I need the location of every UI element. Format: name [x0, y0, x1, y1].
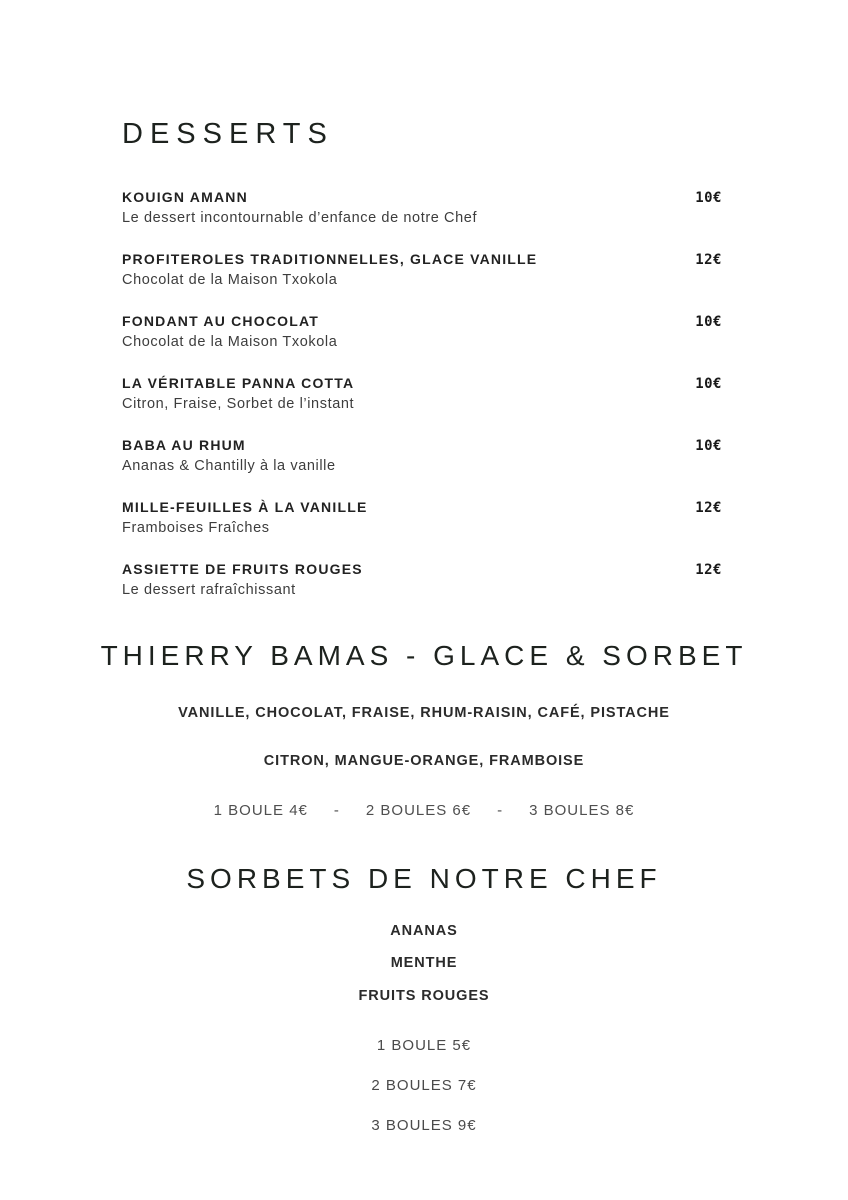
menu-item-price: 10€: [695, 438, 722, 454]
menu-item-description: Le dessert rafraîchissant: [122, 582, 296, 598]
menu-item: [122, 559, 722, 600]
menu-item-price: 12€: [695, 252, 722, 268]
menu-item-description: Framboises Fraîches: [122, 520, 270, 536]
menu-item: [122, 249, 722, 290]
scoop-price-separator: -: [333, 802, 340, 819]
scoop-price-separator: -: [497, 802, 504, 819]
menu-item-description: Chocolat de la Maison Txokola: [122, 334, 338, 350]
scoop-price: 1 BOULE 4€: [213, 802, 308, 819]
menu-item-row: [122, 497, 722, 518]
menu-item-description: Le dessert incontournable d’enfance de notre Chef: [122, 210, 478, 226]
menu-item-row: [122, 187, 722, 208]
menu-item-price: 10€: [695, 376, 722, 392]
menu-item-price: 12€: [695, 500, 722, 516]
menu-item-name: BABA AU RHUM: [122, 437, 246, 453]
sorbets-chef-section-title: SORBETS DE NOTRE CHEF: [186, 863, 662, 894]
desserts-section-title: DESSERTS: [122, 118, 334, 150]
chef-sorbet-flavor: FRUITS ROUGES: [358, 988, 490, 1004]
chef-sorbet-flavor: MENTHE: [390, 955, 458, 971]
menu-item-row: [122, 435, 722, 456]
menu-item-name: KOUIGN AMANN: [122, 189, 248, 205]
menu-item-row: [122, 373, 722, 394]
menu-item: [122, 311, 722, 352]
chef-sorbet-flavor: ANANAS: [390, 923, 458, 939]
menu-item-name: LA VÉRITABLE PANNA COTTA: [122, 375, 355, 391]
menu-item-name: MILLE-FEUILLES À LA VANILLE: [122, 499, 368, 515]
glace-flavors-line-2: CITRON, MANGUE-ORANGE, FRAMBOISE: [263, 753, 585, 769]
scoop-price: 2 BOULES 6€: [365, 802, 472, 819]
chef-sorbet-price: 1 BOULE 5€: [376, 1037, 472, 1054]
menu-item-price: 10€: [695, 314, 722, 330]
menu-item-description: Ananas & Chantilly à la vanille: [122, 458, 336, 474]
menu-item: [122, 497, 722, 538]
menu-item-price: 10€: [695, 190, 722, 206]
glace-flavors-line-1: VANILLE, CHOCOLAT, FRAISE, RHUM-RAISIN, CAFÉ, PISTACHE: [178, 705, 670, 721]
menu-item-name: FONDANT AU CHOCOLAT: [122, 313, 320, 329]
chef-sorbet-price: 3 BOULES 9€: [371, 1117, 477, 1134]
menu-item-name: ASSIETTE DE FRUITS ROUGES: [122, 561, 363, 577]
menu-item: [122, 187, 722, 228]
menu-item-row: [122, 249, 722, 270]
menu-item-row: [122, 311, 722, 332]
glace-sorbet-section-title: THIERRY BAMAS - GLACE & SORBET: [100, 640, 748, 671]
menu-item-row: [122, 559, 722, 580]
menu-item-description: Citron, Fraise, Sorbet de l’instant: [122, 396, 355, 412]
menu-item-price: 12€: [695, 562, 722, 578]
menu-item: [122, 373, 722, 414]
menu-item: [122, 435, 722, 476]
glace-scoop-prices: [0, 802, 848, 819]
menu-item-description: Chocolat de la Maison Txokola: [122, 272, 338, 288]
scoop-price: 3 BOULES 8€: [529, 802, 635, 819]
chef-sorbet-price: 2 BOULES 7€: [371, 1077, 477, 1094]
menu-item-name: PROFITEROLES TRADITIONNELLES, GLACE VANILLE: [122, 251, 538, 267]
